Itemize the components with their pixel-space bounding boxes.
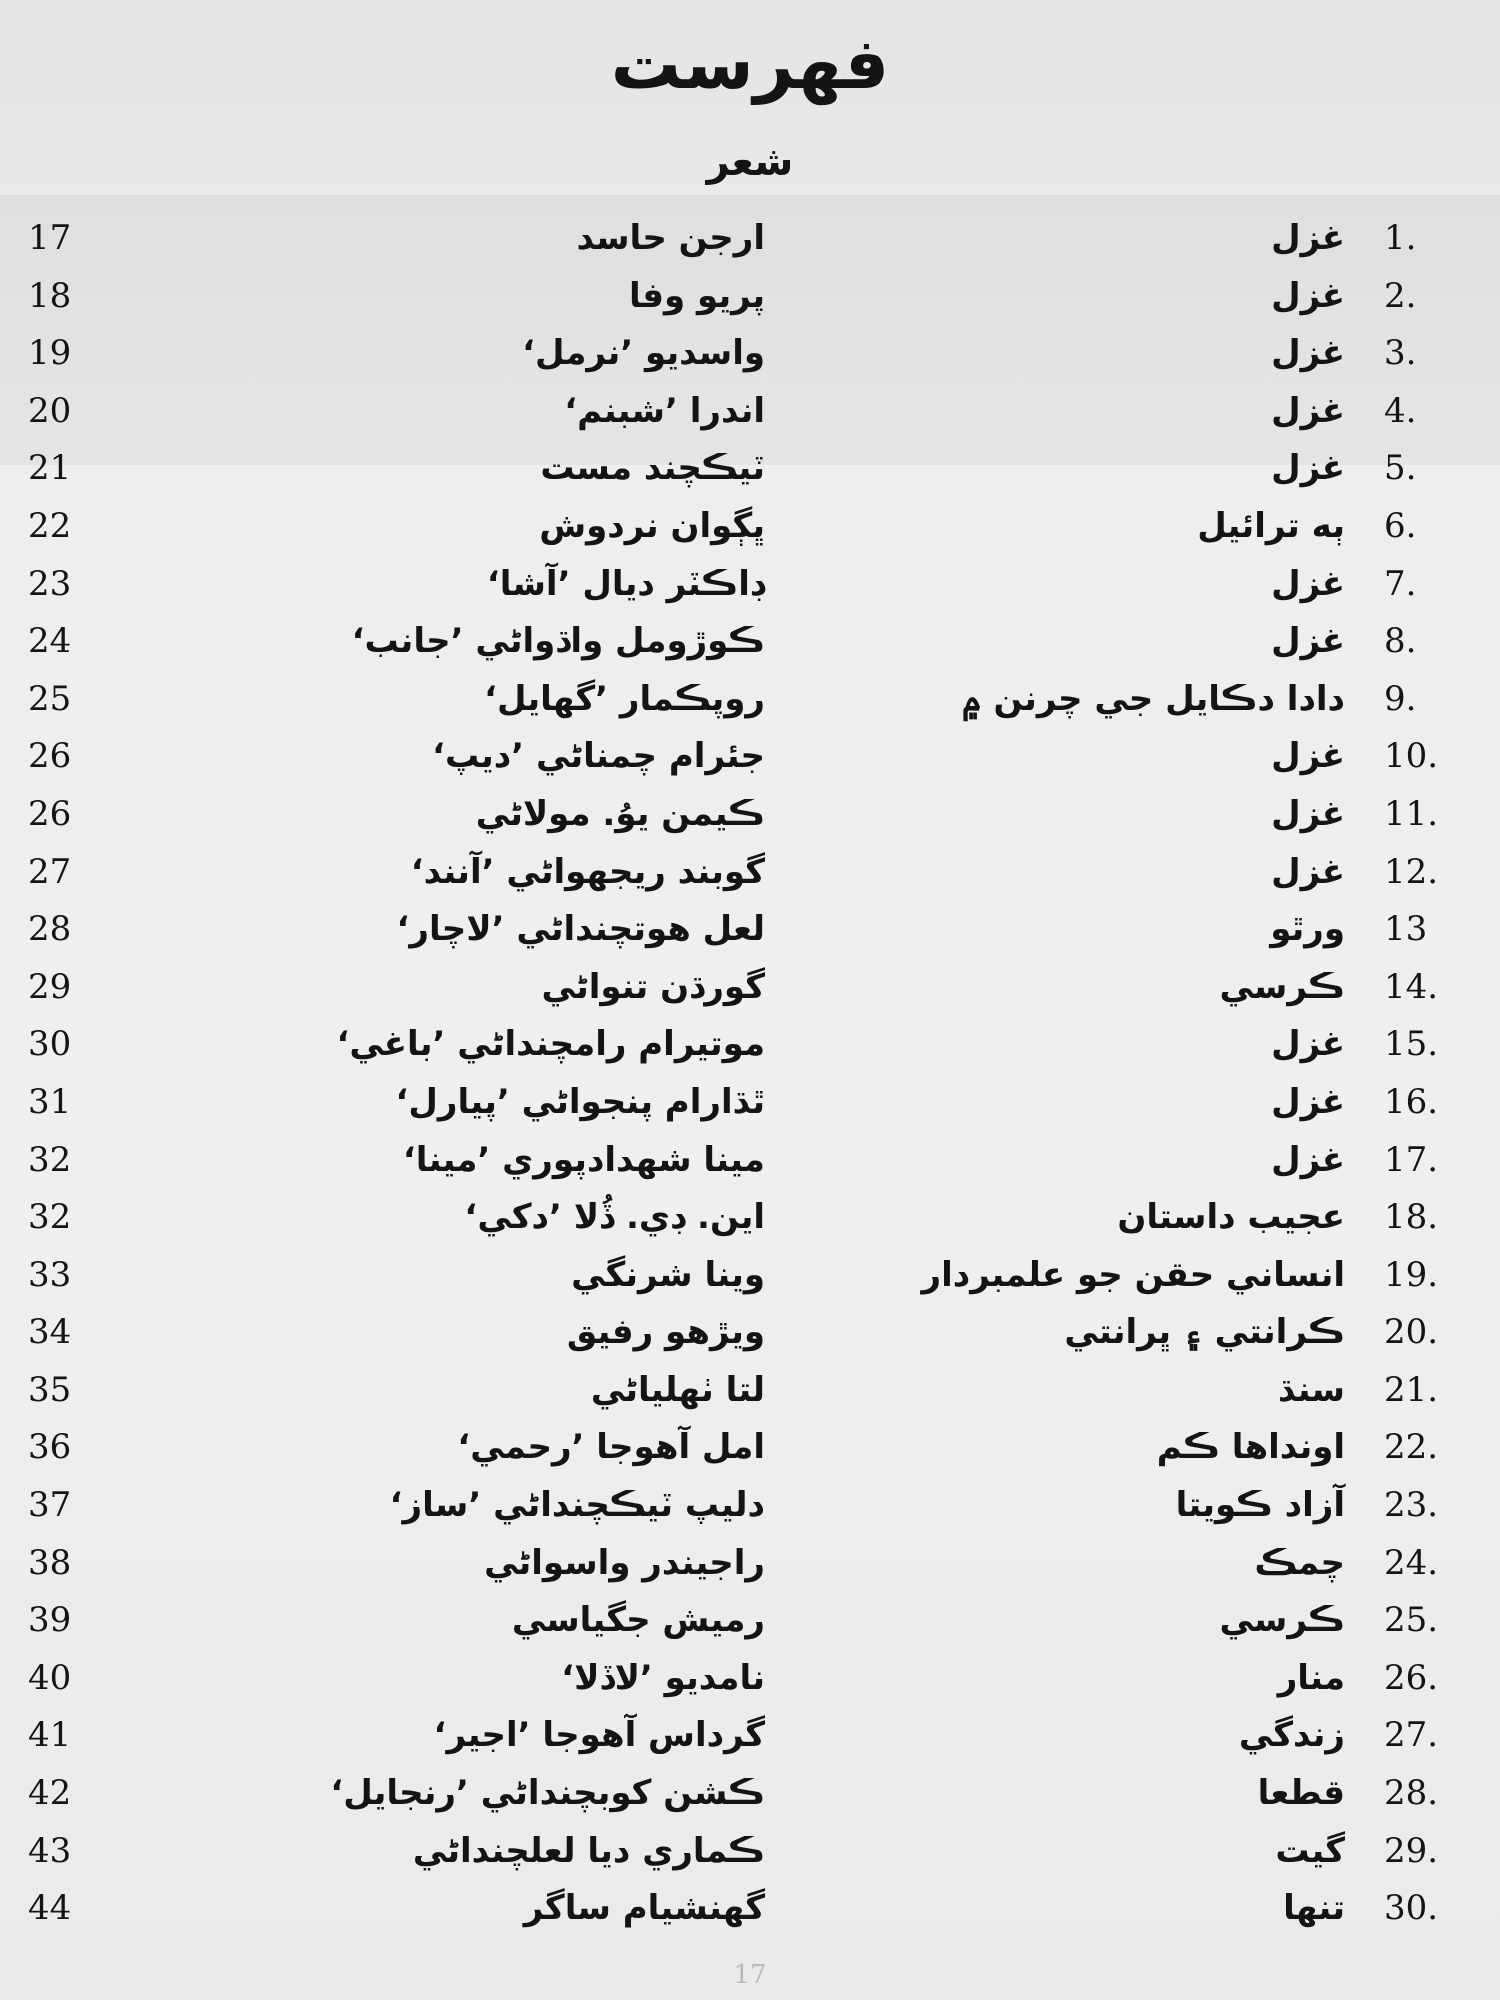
contents-entry [0, 325, 1500, 383]
entry-number: 21. [1384, 1369, 1439, 1410]
entry-title: ورٿو [1270, 909, 1345, 950]
entry-title: چمڪ [1254, 1542, 1345, 1583]
entry-number: 25. [1384, 1600, 1439, 1641]
entry-page-number: 40 [28, 1657, 72, 1698]
entry-author: مينا شهدادپوري ’مينا‘ [402, 1139, 765, 1180]
entry-page-number: 27 [28, 851, 72, 892]
contents-entry [0, 1477, 1500, 1535]
entry-author: ڪيمن يوُ. مولاڻي [475, 793, 765, 834]
contents-entry [0, 1650, 1500, 1708]
entry-page-number: 17 [28, 218, 72, 258]
footer-page-number: 17 [733, 1960, 767, 1990]
entry-title: غزل [1271, 1139, 1345, 1180]
entry-title: ڪرانتي ۽ ڀرانتي [1064, 1312, 1345, 1353]
entry-page-number: 32 [28, 1139, 72, 1180]
contents-entry [0, 210, 1500, 268]
entry-author: ٿڌارام پنجواڻي ’پيارل‘ [395, 1081, 765, 1122]
contents-entry [0, 1074, 1500, 1132]
entry-number: 4. [1384, 390, 1417, 431]
entry-title: منار [1277, 1657, 1345, 1698]
entry-page-number: 22 [28, 505, 72, 546]
entry-title: انساني حقن جو علمبردار [921, 1254, 1345, 1295]
entry-author: ڊاڪٽر ديال ’آشا‘ [486, 563, 765, 604]
entry-title: عجيب داستان [1117, 1197, 1345, 1238]
entry-title: تنها [1283, 1888, 1345, 1929]
entry-number: 9. [1384, 678, 1417, 719]
page-title: فهرست [610, 23, 890, 105]
entry-author: ڪماري ديا لعلچنداڻي [412, 1830, 765, 1871]
entry-number: 29. [1384, 1830, 1439, 1871]
entry-number: 5. [1384, 448, 1417, 489]
entry-title: آزاد ڪويتا [1175, 1485, 1345, 1526]
contents-entry [0, 613, 1500, 671]
entry-number: 12. [1384, 851, 1439, 892]
entry-page-number: 32 [28, 1197, 72, 1238]
entry-page-number: 42 [28, 1773, 72, 1814]
entry-page-number: 44 [28, 1888, 72, 1929]
entry-number: 11. [1384, 793, 1439, 834]
entry-number: 17. [1384, 1139, 1439, 1180]
contents-list [0, 210, 1500, 1938]
entry-author: ويڙهو رفيق [566, 1312, 765, 1353]
entry-author: گوبند ريجهواڻي ’آنند‘ [410, 851, 765, 892]
contents-entry [0, 268, 1500, 326]
entry-page-number: 33 [28, 1254, 72, 1295]
entry-page-number: 31 [28, 1081, 72, 1122]
entry-author: پريو وفا [629, 275, 765, 316]
entry-author: ارجن حاسد [576, 218, 765, 258]
entry-title: غزل [1271, 563, 1345, 604]
entry-number: 18. [1384, 1197, 1439, 1238]
entry-page-number: 26 [28, 736, 72, 777]
entry-page-number: 19 [28, 333, 72, 374]
entry-number: 7. [1384, 563, 1417, 604]
contents-entry [0, 1592, 1500, 1650]
contents-entry [0, 1016, 1500, 1074]
entry-title: قطعا [1257, 1773, 1345, 1814]
contents-entry [0, 1132, 1500, 1190]
entry-title: غزل [1271, 793, 1345, 834]
entry-author: موتيرام رامچنداڻي ’باغي‘ [336, 1024, 765, 1065]
contents-entry [0, 844, 1500, 902]
contents-entry [0, 1419, 1500, 1477]
entry-title: غزل [1271, 218, 1345, 258]
contents-entry [0, 1707, 1500, 1765]
entry-author: وينا شرنگي [571, 1254, 765, 1295]
entry-author: اندرا ’شبنم‘ [564, 390, 765, 431]
entry-author: گورڌن تنواڻي [541, 966, 765, 1007]
contents-entry [0, 671, 1500, 729]
contents-entry [0, 901, 1500, 959]
entry-number: 28. [1384, 1773, 1439, 1814]
entry-author: راجيندر واسواڻي [484, 1542, 765, 1583]
entry-author: جئرام چمناڻي ’ديپ‘ [432, 736, 765, 777]
entry-page-number: 21 [28, 448, 72, 489]
entry-page-number: 29 [28, 966, 72, 1007]
entry-author: لعل هوتچنداڻي ’لاچار‘ [396, 909, 765, 950]
entry-title: غزل [1271, 275, 1345, 316]
entry-author: گهنشيام ساگر [523, 1888, 765, 1929]
entry-title: ٻه ترائيل [1197, 505, 1345, 546]
entry-number: 15. [1384, 1024, 1439, 1065]
entry-title: غزل [1271, 1024, 1345, 1065]
entry-page-number: 39 [28, 1600, 72, 1641]
entry-number: 13 [1384, 909, 1428, 950]
entry-page-number: 26 [28, 793, 72, 834]
section-heading: شعر [706, 139, 794, 185]
entry-title: غزل [1271, 333, 1345, 374]
entry-title: غزل [1271, 621, 1345, 662]
entry-number: 14. [1384, 966, 1439, 1007]
contents-entry [0, 1247, 1500, 1305]
entry-title: زندگي [1238, 1715, 1345, 1756]
entry-title: غزل [1271, 448, 1345, 489]
entry-title: دادا دڪايل جي چرنن ۾ [961, 678, 1345, 719]
entry-number: 8. [1384, 621, 1417, 662]
contents-entry [0, 959, 1500, 1017]
entry-author: لتا ٺهلياڻي [590, 1369, 765, 1410]
contents-entry [0, 1535, 1500, 1593]
entry-title: گيت [1275, 1830, 1345, 1871]
contents-entry [0, 383, 1500, 441]
contents-entry [0, 1823, 1500, 1881]
entry-author: دليپ ٽيڪچنداڻي ’ساز‘ [389, 1485, 765, 1526]
entry-page-number: 30 [28, 1024, 72, 1065]
contents-entry [0, 498, 1500, 556]
entry-page-number: 35 [28, 1369, 72, 1410]
contents-entry [0, 440, 1500, 498]
contents-entry [0, 1765, 1500, 1823]
entry-number: 1. [1384, 218, 1417, 258]
entry-page-number: 28 [28, 909, 72, 950]
entry-author: واسديو ’نرمل‘ [522, 333, 765, 374]
entry-author: نامديو ’لاڏلا‘ [561, 1657, 765, 1698]
entry-page-number: 24 [28, 621, 72, 662]
entry-author: ڪشن کوبچنداڻي ’رنجايل‘ [330, 1773, 765, 1814]
entry-page-number: 36 [28, 1427, 72, 1468]
contents-entry [0, 1189, 1500, 1247]
entry-number: 23. [1384, 1485, 1439, 1526]
entry-title: غزل [1271, 390, 1345, 431]
entry-author: گرداس آهوجا ’اجير‘ [433, 1715, 765, 1756]
entry-number: 3. [1384, 333, 1417, 374]
entry-title: ڪرسي [1219, 1600, 1345, 1641]
entry-title: اونداها ڪم [1156, 1427, 1345, 1468]
contents-entry [0, 786, 1500, 844]
entry-number: 27. [1384, 1715, 1439, 1756]
entry-number: 2. [1384, 275, 1417, 316]
entry-number: 22. [1384, 1427, 1439, 1468]
entry-number: 26. [1384, 1657, 1439, 1698]
entry-page-number: 43 [28, 1830, 72, 1871]
entry-number: 20. [1384, 1312, 1439, 1353]
entry-page-number: 23 [28, 563, 72, 604]
entry-page-number: 18 [28, 275, 72, 316]
contents-entry [0, 1880, 1500, 1938]
entry-title: سنڌ [1278, 1369, 1345, 1410]
entry-title: غزل [1271, 1081, 1345, 1122]
entry-author: ڪوڙومل واڌواڻي ’جانب‘ [351, 621, 765, 662]
entry-title: غزل [1271, 851, 1345, 892]
entry-page-number: 37 [28, 1485, 72, 1526]
entry-author: رميش جگياسي [511, 1600, 765, 1641]
entry-author: روپڪمار ’گهايل‘ [484, 678, 765, 719]
contents-entry [0, 1362, 1500, 1420]
entry-page-number: 41 [28, 1715, 72, 1756]
entry-author: ڀڳوان نردوش [539, 505, 765, 546]
entry-number: 10. [1384, 736, 1439, 777]
contents-entry [0, 728, 1500, 786]
entry-author: امل آهوجا ’رحمي‘ [457, 1427, 765, 1468]
entry-number: 19. [1384, 1254, 1439, 1295]
entry-number: 30. [1384, 1888, 1439, 1929]
entry-number: 16. [1384, 1081, 1439, 1122]
entry-author: اين. ڊي. ڏُلا ’دکي‘ [464, 1197, 765, 1238]
entry-number: 6. [1384, 505, 1417, 546]
entry-number: 24. [1384, 1542, 1439, 1583]
entry-title: ڪرسي [1219, 966, 1345, 1007]
contents-entry [0, 1304, 1500, 1362]
contents-entry [0, 556, 1500, 614]
entry-page-number: 38 [28, 1542, 72, 1583]
entry-page-number: 20 [28, 390, 72, 431]
entry-title: غزل [1271, 736, 1345, 777]
entry-author: ٽيڪچند مست [540, 448, 765, 489]
entry-page-number: 34 [28, 1312, 72, 1353]
entry-page-number: 25 [28, 678, 72, 719]
